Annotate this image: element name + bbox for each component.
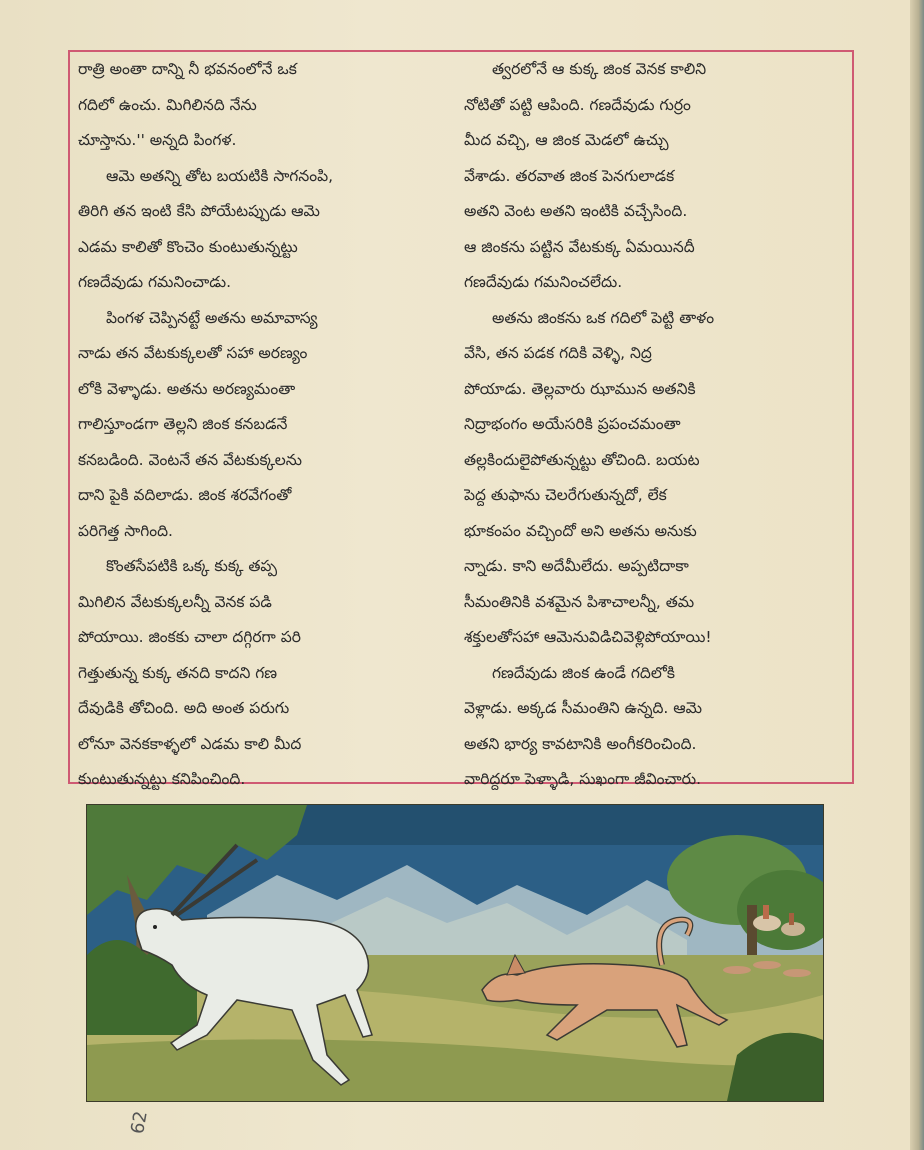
text-line: చూస్తాను.'' అన్నది పింగళ. bbox=[78, 131, 237, 149]
text-line: త్వరలోనే ఆ కుక్క జింక వెనక కాలిని bbox=[492, 60, 707, 78]
text-line: ఆమె అతన్ని తోట బయటికి సాగనంపి, bbox=[106, 166, 334, 185]
text-line: కొంతసేపటికి ఒక్క కుక్క తప్ప bbox=[106, 557, 278, 575]
left-text-column bbox=[78, 52, 458, 798]
illustration-svg bbox=[87, 805, 823, 1101]
text-line: సీమంతినికి వశమైన పిశాచాలన్నీ, తమ bbox=[464, 592, 695, 611]
text-line: పోయాడు. తెల్లవారు ఝామున అతనికి bbox=[464, 379, 696, 398]
text-line: కనబడింది. వెంటనే తన వేటకుక్కలను bbox=[78, 450, 303, 469]
text-line: నిద్రాభంగం అయేసరికి ప్రపంచమంతా bbox=[464, 415, 681, 433]
text-line: గాలిస్తూండగా తెల్లని జింక కనబడనే bbox=[78, 415, 288, 433]
text-line: శక్తులతోసహా ఆమెనువిడిచివెళ్లిపోయాయి! bbox=[464, 628, 712, 646]
text-line: వారిద్దరూ పెళ్ళాడి, సుఖంగా జీవించారు. bbox=[464, 770, 702, 788]
text-line: కుంటుతున్నట్టు కనిపించింది. bbox=[78, 770, 246, 788]
text-line: వేశాడు. తరవాత జింక పెనగులాడక bbox=[464, 166, 675, 185]
text-line: మిగిలిన వేటకుక్కలన్నీ వెనక పడి bbox=[78, 592, 272, 611]
text-line: పింగళ చెప్పినట్టే అతను అమావాస్య bbox=[106, 308, 318, 327]
text-line: భూకంపం వచ్చిందో అని అతను అనుకు bbox=[464, 521, 697, 540]
text-line: ఆ జింకను పట్టిన వేటకుక్క ఏమయినదీ bbox=[464, 237, 695, 256]
text-line: గణదేవుడు గమనించలేదు. bbox=[464, 273, 623, 291]
text-line: దాని పైకి వదిలాడు. జింక శరవేగంతో bbox=[78, 486, 292, 504]
text-line: గదిలో ఉంచు. మిగిలినది నేను bbox=[78, 95, 257, 114]
right-text-column bbox=[464, 52, 844, 798]
text-line: మీద వచ్చి, ఆ జింక మెడలో ఉచ్చు bbox=[464, 131, 669, 149]
text-line: నాడు తన వేటకుక్కలతో సహా అరణ్యం bbox=[78, 344, 308, 362]
text-line: అతని వెంట అతని ఇంటికి వచ్చేసింది. bbox=[464, 202, 688, 220]
text-line: పరిగెత్త సాగింది. bbox=[78, 521, 173, 540]
text-line: నోటితో పట్టి ఆపింది. గణదేవుడు గుర్రం bbox=[464, 95, 691, 114]
text-line: అతను జింకను ఒక గదిలో పెట్టి తాళం bbox=[492, 308, 715, 327]
page-number: 62 bbox=[127, 1109, 152, 1136]
page-spine-edge bbox=[910, 0, 924, 1150]
text-line: లోనూ వెనకకాళ్ళలో ఎడమ కాలి మీద bbox=[78, 734, 302, 753]
story-text-frame bbox=[68, 50, 854, 788]
text-line: పెద్ద తుఫాను చెలరేగుతున్నదో, లేక bbox=[464, 486, 667, 504]
text-line: గణదేవుడు జింక ఉండే గదిలోకి bbox=[492, 663, 675, 682]
text-line: తిరిగి తన ఇంటి కేసి పోయేటప్పుడు ఆమె bbox=[78, 202, 320, 220]
text-line: తల్లకిందులైపోతున్నట్టు తోచింది. బయట bbox=[464, 450, 700, 469]
text-line: న్నాడు. కాని అదేమీలేదు. అప్పటిదాకా bbox=[464, 557, 689, 575]
text-line: అతని భార్య కావటానికి అంగీకరించింది. bbox=[464, 734, 697, 753]
text-line: పోయాయి. జింకకు చాలా దగ్గిరగా పరి bbox=[78, 628, 301, 646]
text-line: గెత్తుతున్న కుక్క తనది కాదని గణ bbox=[78, 663, 278, 682]
text-line: వేసి, తన పడక గదికి వెళ్ళి, నిద్ర bbox=[464, 344, 652, 362]
text-line: రాత్రి అంతా దాన్ని నీ భవనంలోనే ఒక bbox=[78, 60, 297, 78]
text-line: గణదేవుడు గమనించాడు. bbox=[78, 273, 232, 291]
hunting-scene-illustration bbox=[86, 804, 824, 1102]
text-line: దేవుడికి తోచింది. అది అంత పరుగు bbox=[78, 699, 290, 717]
text-line: ఎడమ కాలితో కొంచెం కుంటుతున్నట్టు bbox=[78, 237, 298, 256]
text-line: లోకి వెళ్ళాడు. అతను అరణ్యమంతా bbox=[78, 379, 296, 398]
text-line: వెళ్లాడు. అక్కడ సీమంతిని ఉన్నది. ఆమె bbox=[464, 699, 703, 717]
